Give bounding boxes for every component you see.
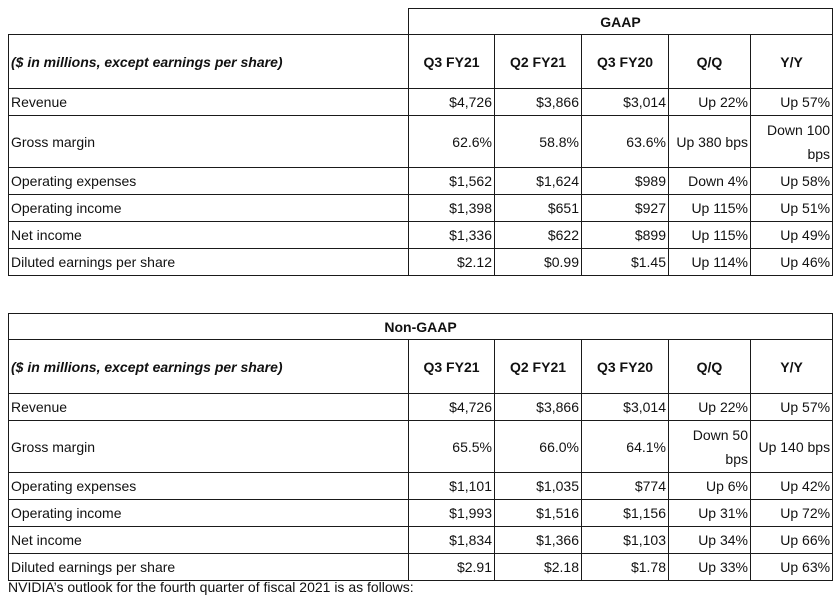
cell-value: $1,562 (409, 168, 495, 195)
column-header: Q3 FY20 (582, 340, 669, 394)
column-header: Q3 FY21 (409, 340, 495, 394)
cell-value: Down 4% (669, 168, 751, 195)
units-label: ($ in millions, except earnings per share) (9, 35, 409, 89)
cell-value: $1,834 (409, 527, 495, 554)
row-label: Diluted earnings per share (9, 554, 409, 581)
cell-value: $1,101 (409, 473, 495, 500)
cell-value: $2.18 (495, 554, 582, 581)
cell-value: Up 34% (669, 527, 751, 554)
cell-value: $899 (582, 222, 669, 249)
table-row (9, 421, 833, 473)
cell-value: $2.91 (409, 554, 495, 581)
cell-value: $1,336 (409, 222, 495, 249)
table-row (9, 222, 833, 249)
cell-value: Up 33% (669, 554, 751, 581)
table-row (9, 116, 833, 168)
row-label: Operating expenses (9, 473, 409, 500)
cell-value: $1,035 (495, 473, 582, 500)
row-label: Operating income (9, 500, 409, 527)
table-row (9, 527, 833, 554)
non-gaap-table-title: Non-GAAP (9, 314, 833, 340)
cell-value: Up 63% (751, 554, 833, 581)
row-label: Operating expenses (9, 168, 409, 195)
cell-value: $651 (495, 195, 582, 222)
table-row (9, 473, 833, 500)
cell-value: Up 6% (669, 473, 751, 500)
cell-value: $774 (582, 473, 669, 500)
cell-value: Up 57% (751, 89, 833, 116)
row-label: Net income (9, 222, 409, 249)
cell-value: Up 380 bps (669, 116, 751, 168)
cell-value: Up 58% (751, 168, 833, 195)
cell-value: $989 (582, 168, 669, 195)
cell-value: 63.6% (582, 116, 669, 168)
table-corner-blank (9, 9, 409, 35)
column-header: Q3 FY20 (582, 35, 669, 89)
column-header: Y/Y (751, 340, 833, 394)
row-label: Gross margin (9, 116, 409, 168)
cell-value: Up 66% (751, 527, 833, 554)
cell-value: $4,726 (409, 89, 495, 116)
cell-value: 58.8% (495, 116, 582, 168)
cell-value: $1,366 (495, 527, 582, 554)
gaap-table-title: GAAP (409, 9, 833, 35)
table-row (9, 195, 833, 222)
cell-value: $3,866 (495, 89, 582, 116)
cell-value: Up 114% (669, 249, 751, 276)
cell-value: $1,398 (409, 195, 495, 222)
cell-value: $0.99 (495, 249, 582, 276)
cell-value: Up 46% (751, 249, 833, 276)
cell-value: $2.12 (409, 249, 495, 276)
cell-value: Down 100 bps (751, 116, 833, 168)
column-header: Q3 FY21 (409, 35, 495, 89)
cell-value: 64.1% (582, 421, 669, 473)
cell-value: Up 140 bps (751, 421, 833, 473)
cell-value: Up 22% (669, 394, 751, 421)
table-row (9, 500, 833, 527)
cell-value: Up 57% (751, 394, 833, 421)
non-gaap-table (8, 313, 833, 581)
column-header: Q2 FY21 (495, 35, 582, 89)
table-row (9, 249, 833, 276)
cell-value: $3,866 (495, 394, 582, 421)
row-label: Operating income (9, 195, 409, 222)
cell-value: Up 22% (669, 89, 751, 116)
cell-value: $3,014 (582, 394, 669, 421)
cell-value: $4,726 (409, 394, 495, 421)
cell-value: Up 49% (751, 222, 833, 249)
table-row (9, 89, 833, 116)
column-header: Q2 FY21 (495, 340, 582, 394)
row-label: Diluted earnings per share (9, 249, 409, 276)
cell-value: $927 (582, 195, 669, 222)
units-label: ($ in millions, except earnings per share) (9, 340, 409, 394)
column-header: Q/Q (669, 35, 751, 89)
cell-value: 65.5% (409, 421, 495, 473)
cell-value: Up 31% (669, 500, 751, 527)
row-label: Revenue (9, 394, 409, 421)
cell-value: $622 (495, 222, 582, 249)
cell-value: $1.78 (582, 554, 669, 581)
cell-value: 62.6% (409, 116, 495, 168)
gaap-table (8, 8, 833, 276)
cell-value: $1,103 (582, 527, 669, 554)
cell-value: Up 115% (669, 195, 751, 222)
cell-value: $1,624 (495, 168, 582, 195)
row-label: Revenue (9, 89, 409, 116)
cell-value: $1,156 (582, 500, 669, 527)
cell-value: Up 42% (751, 473, 833, 500)
cell-value: Up 115% (669, 222, 751, 249)
cell-value: $3,014 (582, 89, 669, 116)
cell-value: Up 51% (751, 195, 833, 222)
table-row (9, 168, 833, 195)
cell-value: 66.0% (495, 421, 582, 473)
cell-value: Up 72% (751, 500, 833, 527)
row-label: Net income (9, 527, 409, 554)
column-header: Q/Q (669, 340, 751, 394)
table-row (9, 394, 833, 421)
outlook-paragraph: NVIDIA’s outlook for the fourth quarter of fiscal 2021 is as follows: (8, 579, 414, 595)
cell-value: $1,516 (495, 500, 582, 527)
column-header: Y/Y (751, 35, 833, 89)
cell-value: $1,993 (409, 500, 495, 527)
cell-value: Down 50 bps (669, 421, 751, 473)
cell-value: $1.45 (582, 249, 669, 276)
row-label: Gross margin (9, 421, 409, 473)
